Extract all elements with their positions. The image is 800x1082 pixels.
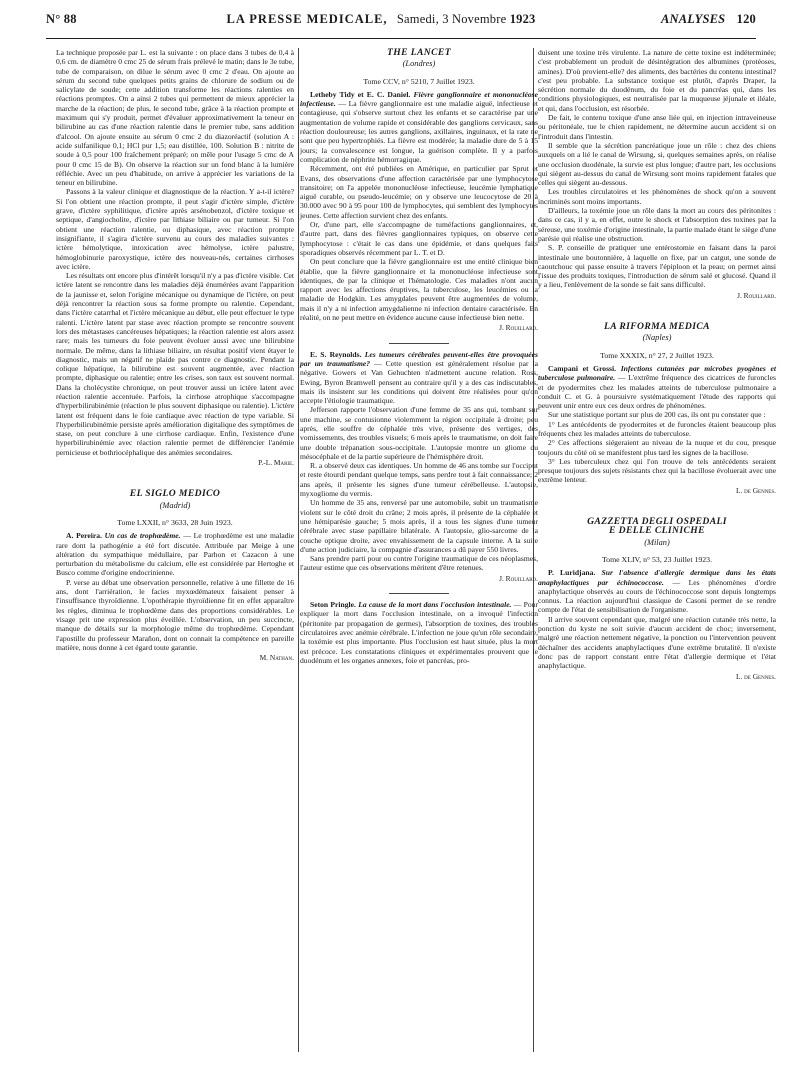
paragraph: Jefferson rapporte l'observation d'une femme de 35 ans qui, tombant sur une machine, se contusionne violemment la région occipitale à droite; peu après, elle souffre de céphalée très vive, présente des vertiges, des vomissements, des troubles visuels; 6 mois après le traumatisme, on doit faire une double trépanation sous-occipitale. L'autopsie montre un gliome du mésocéphale et de la partie supérieure de l'hémisphère droit. (300, 405, 538, 461)
journal-title: GAZZETTA DEGLI OSPEDALI (587, 516, 727, 528)
article-title: Infections cutanées par microbes pyogènes et tuberculose pulmonaire. (538, 363, 776, 383)
journal-city: (Londres) (402, 59, 436, 69)
issue-number: N° 88 (46, 12, 77, 26)
article-text: — La fièvre ganglionnaire est une maladie aiguë, infectieuse et contagieuse, qui s'observe surtout chez les enfants et se caractérise par une augmentation de volume rapide et considérable des ganglions cervicaux, sans réaction douloureuse; les autres ganglions, axillaires, inguinaux, et la rate ne sont que peu hypertrophiés. La fièvre est modérée; la maladie dure de 5 à 15 jours; la convalescence est longue, la guérison complète. Il y a parfois complication de néphrite hémorragique. (300, 99, 538, 164)
masthead: LA PRESSE MEDICALE, (226, 12, 388, 26)
article (56, 531, 294, 577)
article-text: — L'extrême fréquence des cicatrices de furoncles et de pyodermites chez les malades atteints de tuberculose pulmonaire a conduit C. et G. à poursuivre systématiquement l'étude des rapports qui peuvent unir entre eux ces deux ordres de phénomènes. (538, 373, 776, 411)
journal-issue: Tome LXXII, n° 3633, 28 Juin 1923. (117, 517, 233, 527)
separator (389, 593, 449, 594)
signature: J. Rouillard. (499, 323, 538, 333)
paragraph: Il arrive souvent cependant que, malgré une réaction cutanée très nette, la ponction du kyste ne soit suivie d'aucun accident de choc; inversement, malgré une réaction nettement négative, la ponction ou l'intervention peuvent déchaîner des accidents anaphylactiques d'une extrême brutalité. Il n'existe donc pas de rapport constant entre l'état d'allergie dermique et l'état anaphylactique. (538, 614, 776, 671)
separator (389, 343, 449, 344)
signature: J. Rouillard. (499, 573, 538, 583)
paragraph: S. P. conseille de pratiquer une entérostomie en faisant dans la paroi intestinale une boutonnière, à laquelle on fixe, par un catgut, une sonde de caoutchouc qui passe ensuite à travers l'épiploon et la peau; on permet ainsi l'issue des produits toxiques, l'introduction de sérum salé et glucosé. Quand il y a lieu, l'enlèvement de la sonde se fait sans difficulté. (538, 243, 776, 290)
paragraph: Les troubles circulatoires et les phénomènes de shock qu'on a souvent incriminés sont moins importants. (538, 187, 776, 206)
journal-title: THE LANCET (387, 47, 451, 58)
article-authors: P. Luridjana. (548, 568, 596, 578)
paragraph: P. verse au débat une observation personnelle, relative à une fillette de 16 ans, dont l'arriération, le facies myxœdémateux faisaient penser à l'insuffisance thyroïdienne. L'opothérapie thyroïdienne fit en effet apparaître les règles, diminua le trophœdème dans des proportions considérables. Le visage prit une expression plus éveillée. L'observation, un peu succincte, manque de détails sur la morphologie même du trophœdème. Cependant l'apostille du professeur Marañon, dont on connait la compétence en pareille matière, nous donne à cet égard toute garantie. (56, 577, 294, 652)
article-authors: E. S. Reynolds. (310, 349, 362, 359)
journal-title-line-2: E DELLE CLINICHE (609, 525, 705, 537)
article-title: Un cas de trophœdème. (104, 531, 181, 541)
signature: L. de Gennes. (735, 671, 776, 681)
paragraph: 2° Ces affections siégeraient au niveau de la nuque et du cou, presque toujours du côté où se manifestent plus tard les signes de la bacillose. (538, 438, 776, 457)
issue-year: 1923 (509, 12, 536, 26)
paragraph: Passons à la valeur clinique et diagnostique de la réaction. Y a-t-il ictère? Si l'on obtient une réaction prompte, il peut s'agir d'ictère simple, d'ictère grave, d'ictère syphilitique, d'ictère après arsénobenzol, d'ictère toxique et septique, d'angiocholite, d'ictère par lithiase biliaire ou par tumeur. Si l'on obtient une réaction ralentie, ou diphasique, avec réaction prompte insignifiante, il s'agira d'ictère survenu au cours des maladies suivantes : ictère hémolytique, intoxication avec hémolyse, ictère palustre, hémoglobinurie paroxystique, ictère des nouveau-nés, certaines cirrhoses avec ictère. (56, 187, 294, 271)
journal-issue: Tome XLIV, n° 53, 23 Juillet 1923. (601, 554, 713, 564)
paragraph: duisent une toxine très virulente. La nature de cette toxine est indéterminée; c'est probablement un produit de désintégration des albumines (protéoses, amines). D'où provient-elle? des aliments, des bactéries du contenu intestinal? c'est peu probable. La substance toxique est plutôt, d'après Draper, la sécrétion normale du duodénum, du foie et du pancréas qui, dans les conditions physiologiques, est neutralisée par la muqueuse jéjunale et iléale, et qui, dans l'occlusion, est résorbée. (538, 48, 776, 113)
column-3 (538, 48, 776, 681)
signature: P.-L. Marie. (258, 458, 294, 468)
article-text: — Le trophœdème est une maladie rare dont la pathogénie a été fort discutée. Attribuée par Meige à une altération du sympathique médullaire, par Parhon et Cazacon à une perturbation du métabolisme du calcium, elle est considérée par Hertoghe et Busco comme d'origine endocrinienne. (56, 531, 294, 578)
article-text: — Pour expliquer la mort dans l'occlusion intestinale, on a invoqué l'infection (péritonite par propagation de germes), l'absorption de toxines, des troubles circulatoires avec anémie cérébrale. L'infection ne joue qu'un rôle secondaire, la toxémie est plus importante. Plus l'occlusion est haut située, plus la mort est précoce. Les constatations cliniques et expérimentales prouvent que le duodénum et les organes annexes, foie et pancréas, pro- (300, 600, 538, 665)
article-authors: A. Pereira. (66, 531, 102, 541)
article-title: Sur l'absence d'allergie dermique dans les états anaphylactiques par échinococcose. (538, 568, 776, 587)
article (300, 350, 538, 406)
article-text: — Cette question est généralement résolue par la négative. Gowers et Van Gehuchten n'admettent aucune relation. Ross, Ewing, Byron Bramwell pensent au contraire qu'il y a des cas indiscutables, mais ils insistent sur les conditions qui doivent être réalisées pour qu'on accepte l'étiologie traumatique. (300, 358, 538, 406)
article (300, 90, 538, 164)
journal-title: LA RIFORMA MEDICA (604, 321, 710, 333)
article-authors: Letheby Tidy et E. C. Daniel. (310, 89, 411, 99)
paragraph: On peut conclure que la fièvre ganglionnaire est une entité clinique bien établie, que la fièvre ganglionnaire et la mononucléose infectieuse sont identiques, de par la clinique et l'hématologie. Ces maladies n'ont aucun rapport avec les affections éruptives, la tuberculose, les leucémies ou la maladie de Hodgkin. Les amygdales peuvent être augmentées de volume, mais il n'y a ni infection amygdalienne ni infection dentaire caractérisée. En réalité, on ne peut mettre en évidence aucune cause infectieuse bien nette. (300, 257, 538, 323)
paragraph: Sur une statistique portant sur plus de 200 cas, ils ont pu constater que : (548, 410, 766, 420)
journal-city: (Milan) (644, 537, 670, 547)
journal-title: EL SIGLO MEDICO (129, 488, 221, 500)
article-authors: Campani et Grossi. (548, 363, 617, 373)
paragraph: Il semble que la sécrétion pancréatique joue un rôle : chez des chiens auxquels on a lié le canal de Wirsung, si, quelques semaines après, on réalise une occlusion duodénale, la survie est plus longue; d'autre part, les occlusions qui siègent au-dessus du canal de Wirsung sont moins rapidement fatales que celles qui siègent au-dessous. (538, 140, 776, 188)
journal-issue: Tome CCV, n° 5210, 7 Juillet 1923. (363, 76, 475, 86)
signature: J. Rouillard. (737, 290, 776, 300)
article (538, 364, 776, 410)
signature: L. de Gennes. (735, 485, 776, 495)
paragraph: De fait, le contenu toxique d'une anse liée qui, en injection intraveineuse ou péritonéale, tue le chien rapidement, ne détermine aucun accident si on l'introduit dans l'intestin. (538, 113, 776, 141)
paragraph: Les résultats ont encore plus d'intérêt lorsqu'il n'y a pas d'ictère visible. Cet ictère latent se rencontre dans les maladies déjà énumérées avant l'apparition de la jaunisse et, selon l'origine mécanique ou dynamique de l'ictère, on peut déjà rencontrer la réaction sous sa forme prompte ou ralentie. Cependant, dans l'ictère catarrhal et l'ictère mécanique au début, elle peut effectuer le type ralenti. L'ictère latent par stase avec réaction prompte se rencontre souvent lors des métastases cancéreuses hépatiques; la réaction ralentie est alors assez rare; mais les tumeurs du foie peuvent évoluer aussi avec une bilirubine normale. De même, dans la lithiase biliaire, un résultat positif vient étayer le diagnostic, mais un négatif ne plaide pas contre ce diagnostic. Pendant la colique hépatique, la bilirubine est souvent augmentée, avec réaction prompte, diphasique ou ralentie; entre les crises, son taux est souvent normal. Dans la cholécystite chronique, on peut trouver aussi un ictère latent avec réaction ralentie accentuée. Parfois, la cirrhose atrophique s'accompagne d'hyperbilirubinémie (réaction le plus souvent diphasique ou ralentie). L'ictère latent est fréquent dans le foie cardiaque avec réaction de type variable. Si l'hyperbilirubinémie persiste après amélioration digitalique des symptômes de stase, on peut conclure à une cirrhose cardiaque. Enfin, l'existence d'une hyperbilirubinémie avec réaction ralentie permet de différencier l'anémie pernicieuse et bothriocéphalique des anémies secondaires. (56, 271, 294, 457)
paragraph: Récemment, ont été publiées en Amérique, en particulier par Sprut et Evans, des observations d'une affection caractérisée par une lymphocytose transitoire; on l'a appelée mononucléose infectieuse, leucémie lymphatique aiguë curable, ou pseudo-leucémie; on y observe une leucocytose de 20 à 30.000 avec 90 à 95 pour 100 de lymphocytes, qui semblent des lymphocytes jeunes. Cette affection survient chez des enfants. (300, 164, 538, 220)
journal-city: (Madrid) (159, 500, 191, 510)
article (300, 600, 538, 665)
column-2 (300, 48, 538, 665)
column-1 (56, 48, 294, 662)
article-text: — Les phénomènes d'ordre anaphylactique observés au cours de l'échinococcose sont depuis longtemps connus. La réaction aujourd'hui classique de Casoni permet de se rendre compte de l'état de sensibilisation de l'organisme. (538, 577, 776, 615)
issue-date: Samedi, 3 Novembre (396, 12, 507, 26)
paragraph: D'ailleurs, la toxémie joue un rôle dans la mort au cours des péritonites : dans ce cas, il y a, en effet, outre le shock et l'absorption des toxines par la séreuse, une toxémie d'origine intestinale, la partie malade étant le siège d'une parésie qui réalise une obstruction. (538, 206, 776, 243)
signature: M. Nathan. (259, 653, 294, 663)
paragraph: La technique proposée par L. est la suivante : on place dans 3 tubes de 0,4 à 0,6 cm. de diamètre 0 cmc 25 de sérum frais prélevé le matin; dans le 3e tube, tube de comparaison, on dilue le sérum avec 0 cmc 2 d'eau. On ajoute au sérum du second tube quelques petits grains de chlorure de sodium ou de salicylate de soude; cette addition transforme les réactions ralenties en réactions promptes. On a ainsi 2 tubes qui permettent de mieux apprécier la marche de la réaction; de plus, le second tube, grâce à la réaction prompte et maximum qui s'y produit, permet d'évaluer approximativement la teneur en bilirubine au cas d'une réaction ralentie dans le premier tube, sans addition d'alcool. On ajoute ensuite au sérum 0 cmc 2 du diazoréactif (solution A : acide sulfanilique 0,1; HCl pur 1,5; eau distillée, 100. Solution B : nitrite de soude à 0,5 pour 100 fraîchement préparé; on mêle pour l'usage 5 cmc de A pour 0 cmc 15 de B). On observe la réaction sur un fond blanc à la lumière réfléchie. Avec un peu d'habitude, on arrive à apprécier les variations de la teneur en bilirubine. (56, 48, 294, 188)
journal-city: (Naples) (642, 333, 672, 343)
paragraph: 1° Les antécédents de pyodermites et de furoncles étaient beaucoup plus fréquents chez les malades atteints de tuberculose. (538, 419, 776, 438)
column-rule-1 (298, 48, 299, 1052)
masthead-line (136, 12, 626, 27)
paragraph: Un homme de 35 ans, renversé par une automobile, subit un traumatisme violent sur le côté droit du crâne; 2 mois après, il présente de la céphalée et une hémiparésie gauche; 5 mois après, il a tous les signes d'une tumeur cérébrale avec stase papillaire bilatérale. A l'autopsie, glio-sarcome de la couche optique droite, avec envahissement de la capsule interne. A la suite d'une action judiciaire, la compagnie d'assurances a dû payer 550 livres. (300, 498, 538, 554)
paragraph: R. a observé deux cas identiques. Un homme de 46 ans tombe sur l'occiput et reste étourdi pendant quelque temps, sans perdre tout à fait connaissance; 2 ans après, il présente les signes d'une tumeur cérébelleuse. L'autopsie, myxogliome du vermis. (300, 461, 538, 499)
page-header (46, 12, 756, 39)
journal-issue: Tome XXXIX, n° 27, 2 Juillet 1923. (600, 350, 714, 360)
article (538, 568, 776, 614)
article-authors: Seton Pringle. (310, 600, 356, 610)
section-name: ANALYSES (660, 12, 726, 26)
paragraph: 3° Les tuberculeux chez qui l'on trouve de tels antécédents seraient presque toujours des sujets résistants chez qui la bacillose évoluerait avec une extrême lenteur. (538, 456, 776, 485)
section-label (626, 12, 756, 27)
paragraph: Or, d'une part, elle s'accompagne de tuméfactions ganglionnaires, et, d'autre part, dans des fièvres ganglionnaires typiques, on observe cette lymphocytose : c'était le cas dans une épidémie, et dans quelques faits sporadiques observés récemment par L. T. et D. (300, 220, 538, 257)
article-title: La cause de la mort dans l'occlusion intestinale. (358, 600, 512, 610)
page-number: 120 (736, 12, 756, 26)
article-title: Fièvre ganglionnaire et mononucléose infectieuse. (300, 89, 538, 109)
article-title: Les tumeurs cérébrales peuvent-elles être provoquées par un traumatisme? (300, 349, 538, 368)
paragraph: Sans prendre parti pour ou contre l'origine traumatique de ces néoplasmes, l'auteur estime que ces observations méritent d'être retenues. (300, 554, 538, 573)
